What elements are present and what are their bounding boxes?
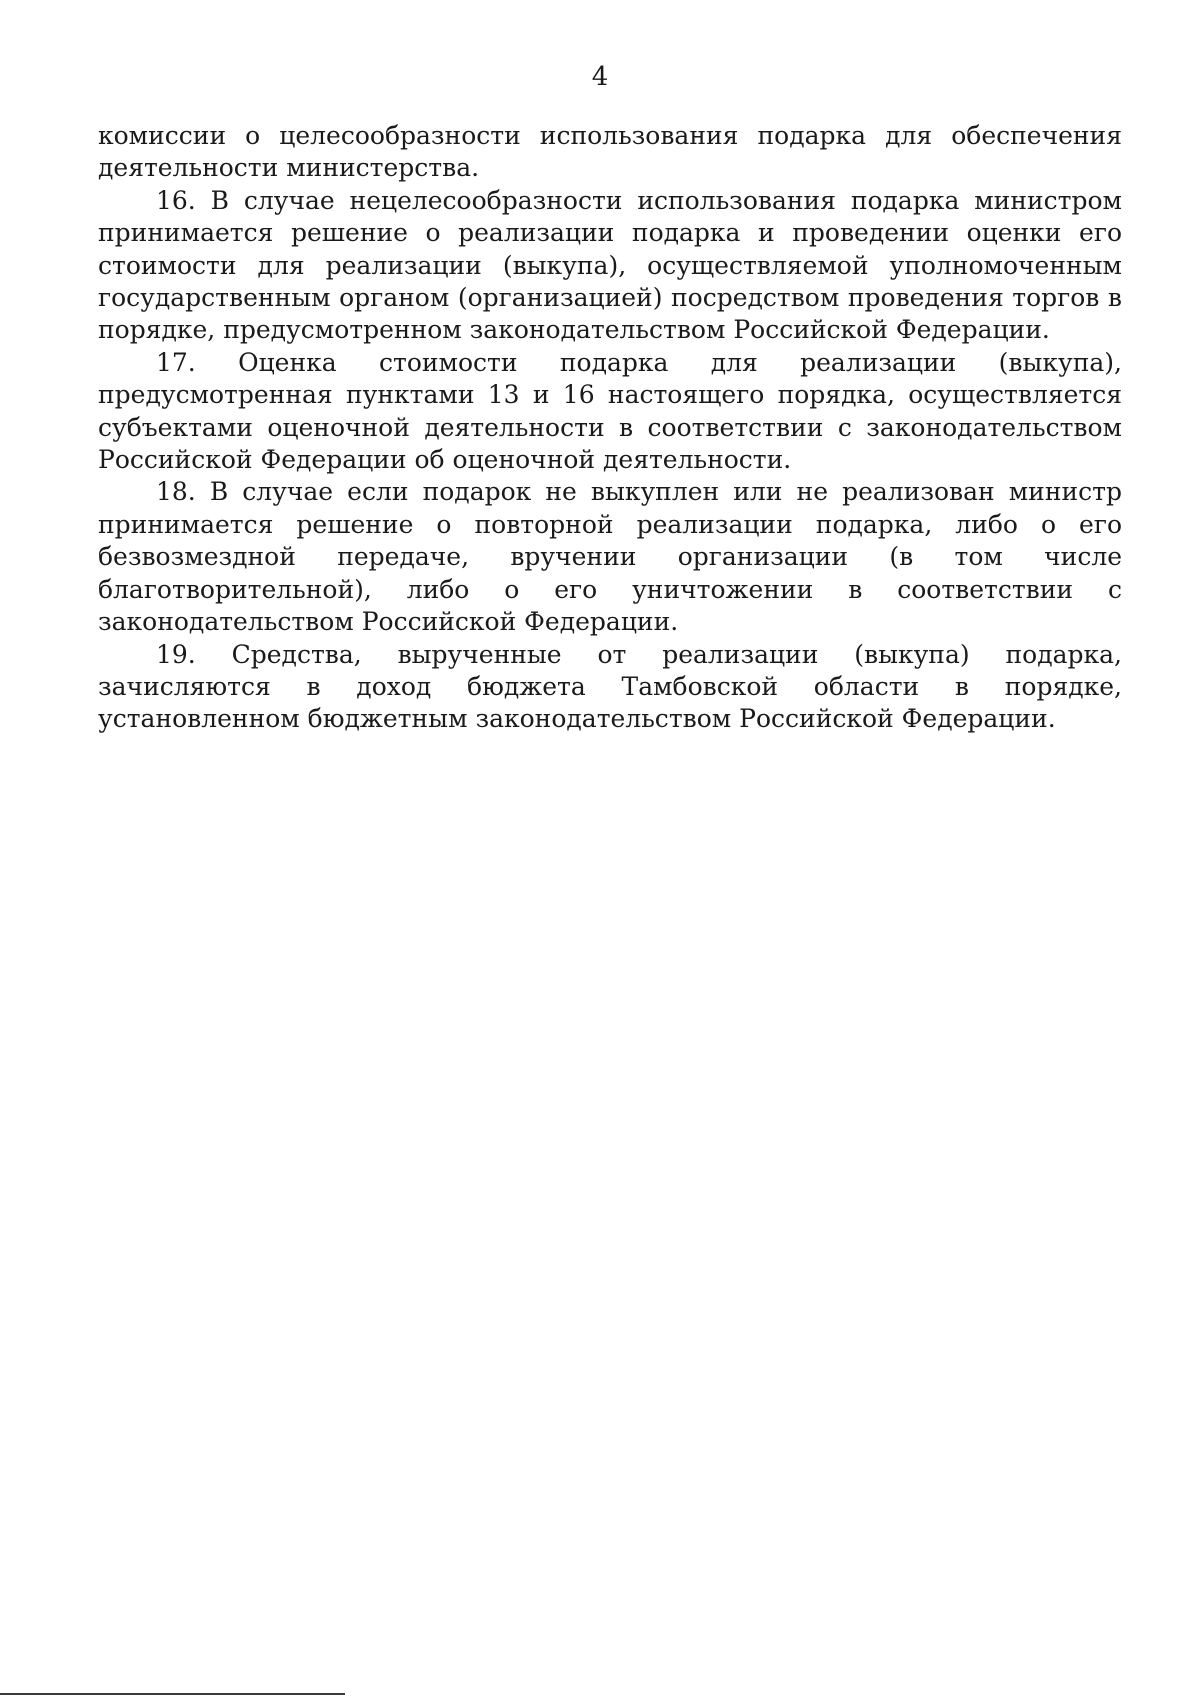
paragraph-19: 19. Средства, вырученные от реализации (выкупа) подарка, зачисляются в доход бюджета Тамбовской области в порядке, установленном бюджетным законодательством Российской Федерации.: [98, 639, 1122, 734]
footer-rule: [0, 1693, 345, 1695]
paragraph-15-continuation: комиссии о целесообразности использования подарка для обеспечения деятельности министерства.: [98, 121, 1122, 183]
paragraph-17: 17. Оценка стоимости подарка для реализации (выкупа), предусмотренная пунктами 13 и 16 настоящего порядка, осуществляется субъектами оценочной деятельности в соответствии с законодательством Российской Федерации об оценочной деятельности.: [98, 347, 1122, 475]
paragraph-16: 16. В случае нецелесообразности использования подарка министром принимается решение о реализации подарка и проведении оценки его стоимости для реализации (выкупа), осуществляемой уполномоченным государственным органом (организацией) посредством проведения торгов в порядке, предусмотренном законодательством Российской Федерации.: [98, 185, 1122, 345]
paragraph-18: 18. В случае если подарок не выкуплен или не реализован министр принимается решение о повторной реализации подарка, либо о его безвозмездной передаче, вручении организации (в том числе благотворительной), либо о его уничтожении в соответствии с законодательством Российской Федерации.: [98, 477, 1122, 637]
page-number: 4: [591, 62, 609, 92]
document-body: [98, 120, 1122, 736]
